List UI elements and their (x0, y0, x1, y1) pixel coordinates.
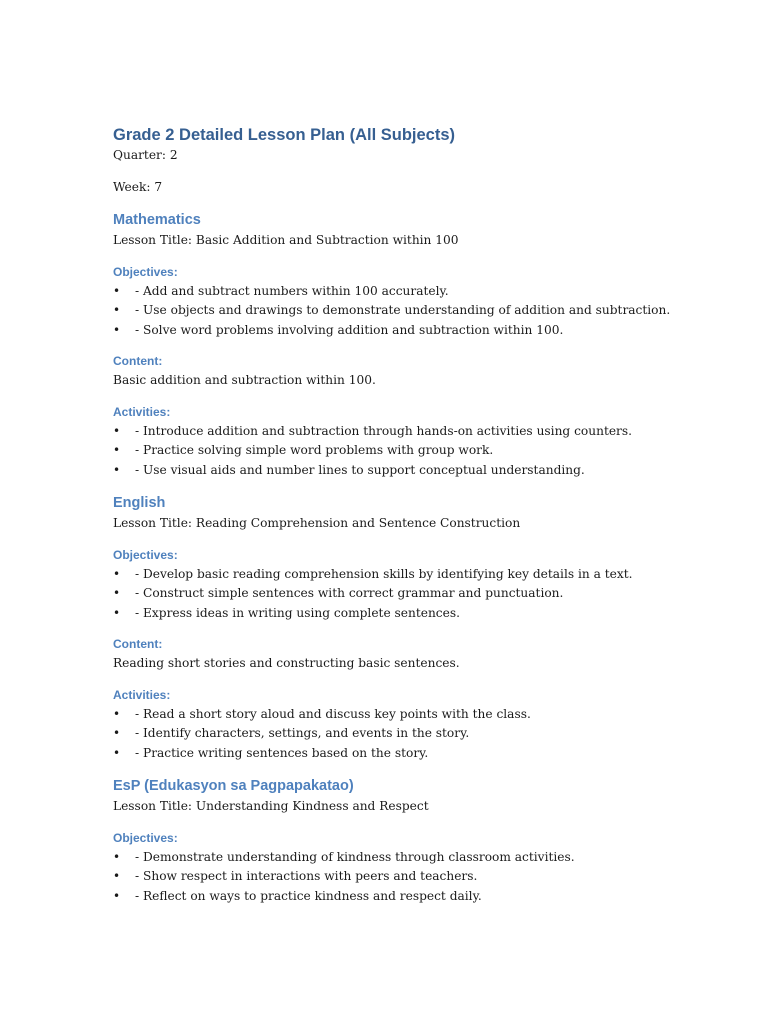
activities-heading: Activities: (113, 404, 171, 419)
list-item: • - Use visual aids and number lines to support conceptual understanding. (113, 461, 713, 481)
objectives-list (113, 565, 713, 624)
list-item: • - Express ideas in writing using complete sentences. (113, 604, 713, 624)
objectives-heading: Objectives: (113, 264, 178, 279)
bullet-icon: • (113, 745, 121, 760)
lesson-title: Lesson Title: Basic Addition and Subtraction within 100 (113, 233, 459, 247)
list-item: • - Develop basic reading comprehension skills by identifying key details in a text. (113, 565, 713, 585)
list-item: • - Demonstrate understanding of kindness through classroom activities. (113, 848, 713, 868)
bullet-icon: • (113, 283, 121, 298)
objectives-list (113, 848, 713, 907)
list-item: • - Show respect in interactions with peers and teachers. (113, 867, 713, 887)
list-item: • - Introduce addition and subtraction through hands-on activities using counters. (113, 422, 713, 442)
bullet-icon: • (113, 726, 121, 740)
document-page (113, 124, 713, 906)
list-item: • - Practice solving simple word problems with group work. (113, 441, 713, 461)
list-item: • - Construct simple sentences with correct grammar and punctuation. (113, 584, 713, 604)
lesson-title: Lesson Title: Reading Comprehension and Sentence Construction (113, 516, 521, 530)
bullet-icon: • (113, 849, 121, 864)
activities-heading: Activities: (113, 687, 171, 702)
list-item: • - Read a short story aloud and discuss key points with the class. (113, 705, 713, 725)
subject-heading: EsP (Edukasyon sa Pagpapakatao) (113, 778, 354, 794)
content-text: Reading short stories and constructing basic sentences. (113, 656, 460, 670)
list-item: • - Add and subtract numbers within 100 accurately. (113, 282, 713, 302)
week-text: Week: 7 (113, 179, 163, 194)
quarter-text: Quarter: 2 (113, 148, 178, 162)
subject-english (113, 493, 713, 763)
objectives-heading: Objectives: (113, 830, 178, 845)
bullet-icon: • (113, 303, 121, 317)
bullet-icon: • (113, 423, 121, 438)
subject-mathematics (113, 210, 713, 480)
list-item: • - Identify characters, settings, and events in the story. (113, 724, 713, 744)
activities-list (113, 705, 713, 764)
subject-heading: Mathematics (113, 212, 201, 228)
objectives-heading: Objectives: (113, 547, 178, 562)
bullet-icon: • (113, 706, 121, 721)
list-item: • - Solve word problems involving addition and subtraction within 100. (113, 321, 713, 341)
bullet-icon: • (113, 605, 121, 620)
bullet-icon: • (113, 869, 121, 883)
objectives-list (113, 282, 713, 341)
bullet-icon: • (113, 322, 121, 337)
page-title: Grade 2 Detailed Lesson Plan (All Subjects) (113, 126, 456, 144)
list-item: • - Practice writing sentences based on the story. (113, 744, 713, 764)
list-item: • - Use objects and drawings to demonstrate understanding of addition and subtraction. (113, 301, 713, 321)
bullet-icon: • (113, 888, 121, 903)
bullet-icon: • (113, 443, 121, 457)
subject-heading: English (113, 495, 166, 511)
lesson-title: Lesson Title: Understanding Kindness and Respect (113, 799, 429, 813)
list-item: • - Reflect on ways to practice kindness and respect daily. (113, 887, 713, 907)
bullet-icon: • (113, 586, 121, 600)
bullet-icon: • (113, 566, 121, 581)
activities-list (113, 422, 713, 481)
content-text: Basic addition and subtraction within 100. (113, 373, 376, 387)
bullet-icon: • (113, 462, 121, 477)
content-heading: Content: (113, 637, 163, 651)
content-heading: Content: (113, 354, 163, 368)
subject-esp (113, 776, 713, 906)
